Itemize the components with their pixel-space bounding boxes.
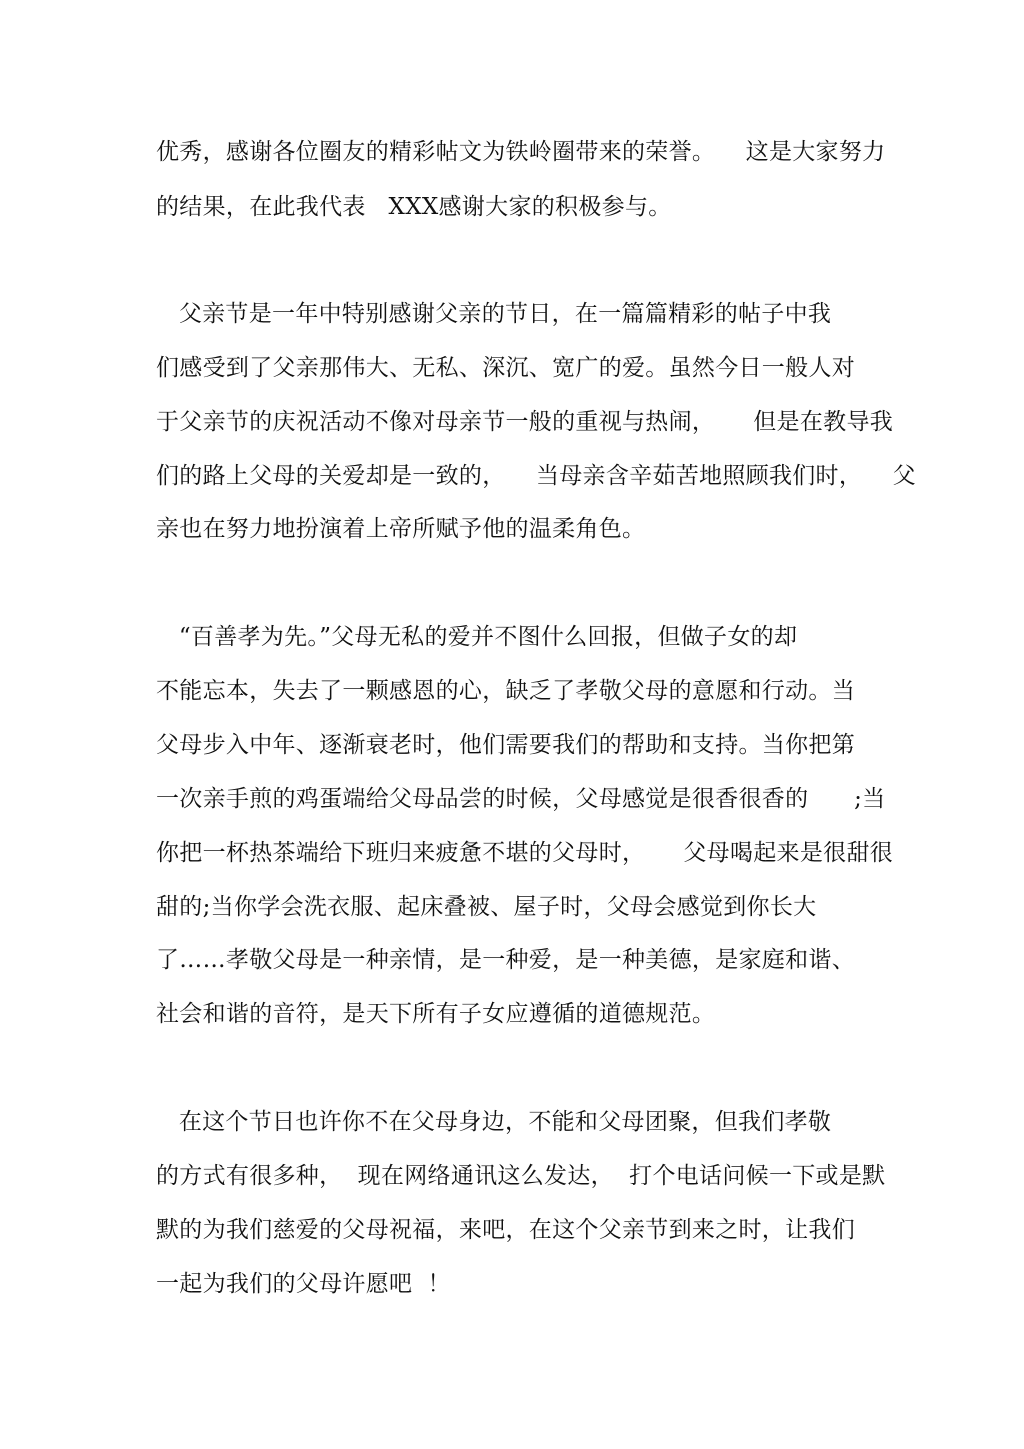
paragraph-3-line-6: 甜的;当你学会洗衣服、起床叠被、屋子时，父母会感觉到你长大 [156, 894, 817, 920]
paragraph-2-line-5: 亲也在努力地扮演着上帝所赋予他的温柔角色。 [156, 516, 646, 542]
paragraph-2-line-2: 们感受到了父亲那伟大、无私、深沉、宽广的爱。虽然今日一般人对 [156, 355, 855, 381]
paragraph-2-line-1: 父亲节是一年中特别感谢父亲的节日，在一篇篇精彩的帖子中我 [156, 301, 832, 327]
paragraph-4-line-1: 在这个节日也许你不在父母身边，不能和父母团聚，但我们孝敬 [156, 1109, 832, 1135]
paragraph-2-line-3: 于父亲节的庆祝活动不像对母亲节一般的重视与热闹， 但是在教导我 [156, 409, 894, 435]
paragraph-4-line-4: 一起为我们的父母许愿吧 ！ [156, 1271, 451, 1297]
paragraph-3-line-3: 父母步入中年、逐渐衰老时，他们需要我们的帮助和支持。当你把第 [156, 732, 855, 758]
paragraph-4-line-2: 的方式有很多种， 现在网络通讯这么发达， 打个电话问候一下或是默 [156, 1163, 886, 1189]
paragraph-3-line-7: 了……孝敬父母是一种亲情，是一种爱，是一种美德，是家庭和谐、 [156, 947, 855, 973]
paragraph-3-line-4: 一次亲手煎的鸡蛋端给父母品尝的时候，父母感觉是很香很香的 ;当 [156, 786, 886, 812]
paragraph-3-line-1: “百善孝为先。”父母无私的爱并不图什么回报，但做子女的却 [156, 624, 798, 650]
paragraph-3-line-2: 不能忘本，失去了一颗感恩的心，缺乏了孝敬父母的意愿和行动。当 [156, 678, 855, 704]
paragraph-1-line-1: 优秀，感谢各位圈友的精彩帖文为铁岭圈带来的荣誉。 这是大家努力 [156, 139, 886, 165]
paragraph-2-line-4: 们的路上父母的关爱却是一致的， 当母亲含辛茹苦地照顾我们时， 父 [156, 463, 916, 489]
paragraph-3-line-8: 社会和谐的音符，是天下所有子女应遵循的道德规范。 [156, 1001, 716, 1027]
paragraph-1-line-2: 的结果，在此我代表 XXX感谢大家的积极参与。 [156, 194, 672, 220]
paragraph-3-line-5: 你把一杯热茶端给下班归来疲惫不堪的父母时， 父母喝起来是很甜很 [156, 840, 894, 866]
paragraph-4-line-3: 默的为我们慈爱的父母祝福，来吧，在这个父亲节到来之时，让我们 [156, 1217, 855, 1243]
